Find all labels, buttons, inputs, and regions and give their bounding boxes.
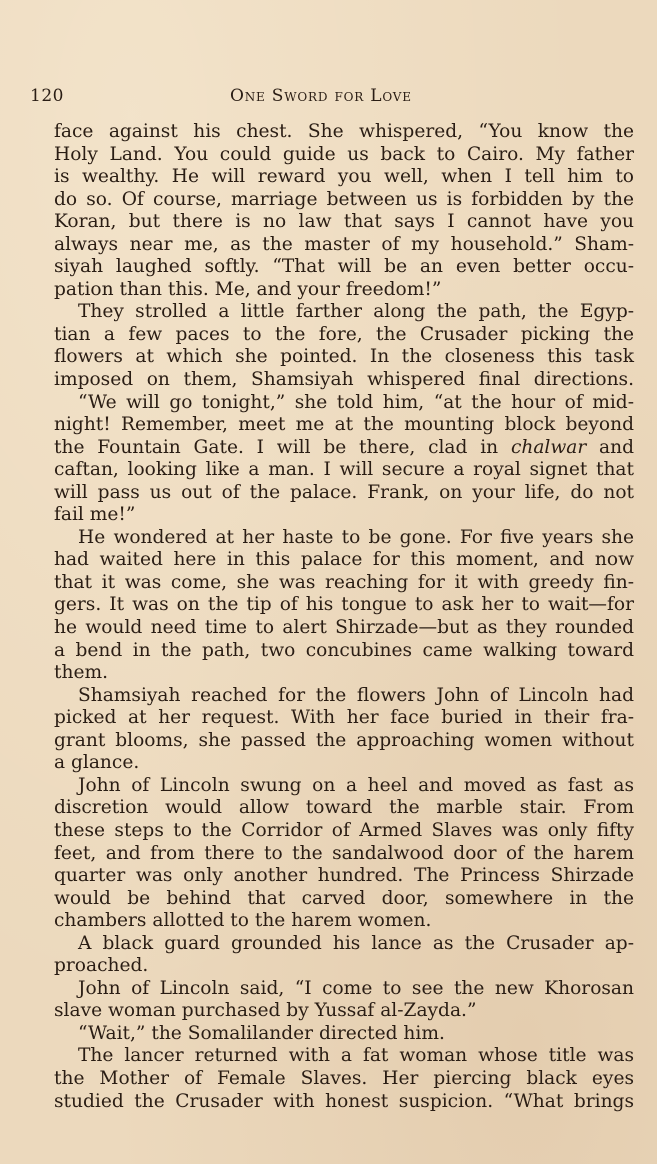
text-line: studied the Crusader with honest suspicion. “What brings xyxy=(54,1090,634,1112)
text-line: will pass us out of the palace. Frank, on your life, do not xyxy=(54,481,634,503)
text-line: imposed on them, Shamsiyah whispered final directions. xyxy=(54,369,634,391)
text-line: “Wait,” the Somalilander directed him. xyxy=(78,1022,445,1044)
text-line: these steps to the Corridor of Armed Slaves was only fifty xyxy=(54,819,634,841)
text-line: he would need time to alert Shirzade—but as they rounded xyxy=(54,617,634,639)
text-line: They strolled a little farther along the path, the Egyp- xyxy=(78,301,634,323)
text-line: proached. xyxy=(54,955,149,977)
text-line: do so. Of course, marriage between us is forbidden by the xyxy=(54,188,634,210)
text-line: John of Lincoln said, “I come to see the new Khorosan xyxy=(78,977,634,999)
text-line: picked at her request. With her face buried in their fra- xyxy=(54,707,634,729)
text-line: is wealthy. He will reward you well, when I tell him to xyxy=(54,166,634,188)
text-line: pation than this. Me, and your freedom!” xyxy=(54,278,442,300)
text-line: that it was come, she was reaching for it with greedy fin- xyxy=(54,571,634,593)
italic-word: chalwar xyxy=(510,436,587,458)
text-line: A black guard grounded his lance as the Crusader ap- xyxy=(78,932,634,954)
text-line: “We will go tonight,” she told him, “at the hour of mid- xyxy=(78,391,634,413)
text-line: face against his chest. She whispered, “You know the xyxy=(54,121,634,142)
text-line: fail me!” xyxy=(54,504,136,526)
text-line: always near me, as the master of my household.” Sham- xyxy=(54,233,634,255)
text-line: He wondered at her haste to be gone. For five years she xyxy=(78,526,634,548)
text-line: had waited here in this palace for this moment, and now xyxy=(54,549,634,571)
body-text xyxy=(54,121,634,1113)
text-line: them. xyxy=(54,662,108,684)
text-line: Holy Land. You could guide us back to Cairo. My father xyxy=(54,143,634,165)
text-line: discretion would allow toward the marble stair. From xyxy=(54,797,634,819)
text-line: quarter was only another hundred. The Princess Shirzade xyxy=(54,865,634,887)
text-line: gers. It was on the tip of his tongue to ask her to wait—for xyxy=(54,594,634,616)
text-line: the Fountain Gate. I will be there, clad in chalwar and xyxy=(54,436,635,458)
text-line: a bend in the path, two concubines came walking toward xyxy=(54,639,634,661)
text-line: night! Remember, meet me at the mounting block beyond xyxy=(54,414,634,436)
text-line: tian a few paces to the fore, the Crusader picking the xyxy=(54,323,634,345)
running-head: One Sword for Love xyxy=(230,86,412,106)
text-line: Shamsiyah reached for the flowers John of Lincoln had xyxy=(78,684,634,706)
text-line: slave woman purchased by Yussaf al-Zayda.” xyxy=(54,1000,477,1022)
text-line: feet, and from there to the sandalwood door of the harem xyxy=(54,842,634,864)
text-line: Koran, but there is no law that says I cannot have you xyxy=(54,211,634,233)
text-line: would be behind that carved door, somewhere in the xyxy=(54,887,634,909)
text-line: flowers at which she pointed. In the closeness this task xyxy=(54,346,634,368)
page-number: 120 xyxy=(30,86,64,106)
text-line: the Mother of Female Slaves. Her piercing black eyes xyxy=(54,1067,634,1089)
text-line: grant blooms, she passed the approaching women without xyxy=(54,729,634,751)
text-line: The lancer returned with a fat woman whose title was xyxy=(78,1045,634,1067)
text-line: a glance. xyxy=(54,752,140,774)
text-line: caftan, looking like a man. I will secure a royal signet that xyxy=(54,459,634,481)
text-line: John of Lincoln swung on a heel and moved as fast as xyxy=(78,774,634,796)
page-header xyxy=(30,86,630,116)
text-line: chambers allotted to the harem women. xyxy=(54,910,432,932)
text-line: siyah laughed softly. “That will be an even better occu- xyxy=(54,256,634,278)
